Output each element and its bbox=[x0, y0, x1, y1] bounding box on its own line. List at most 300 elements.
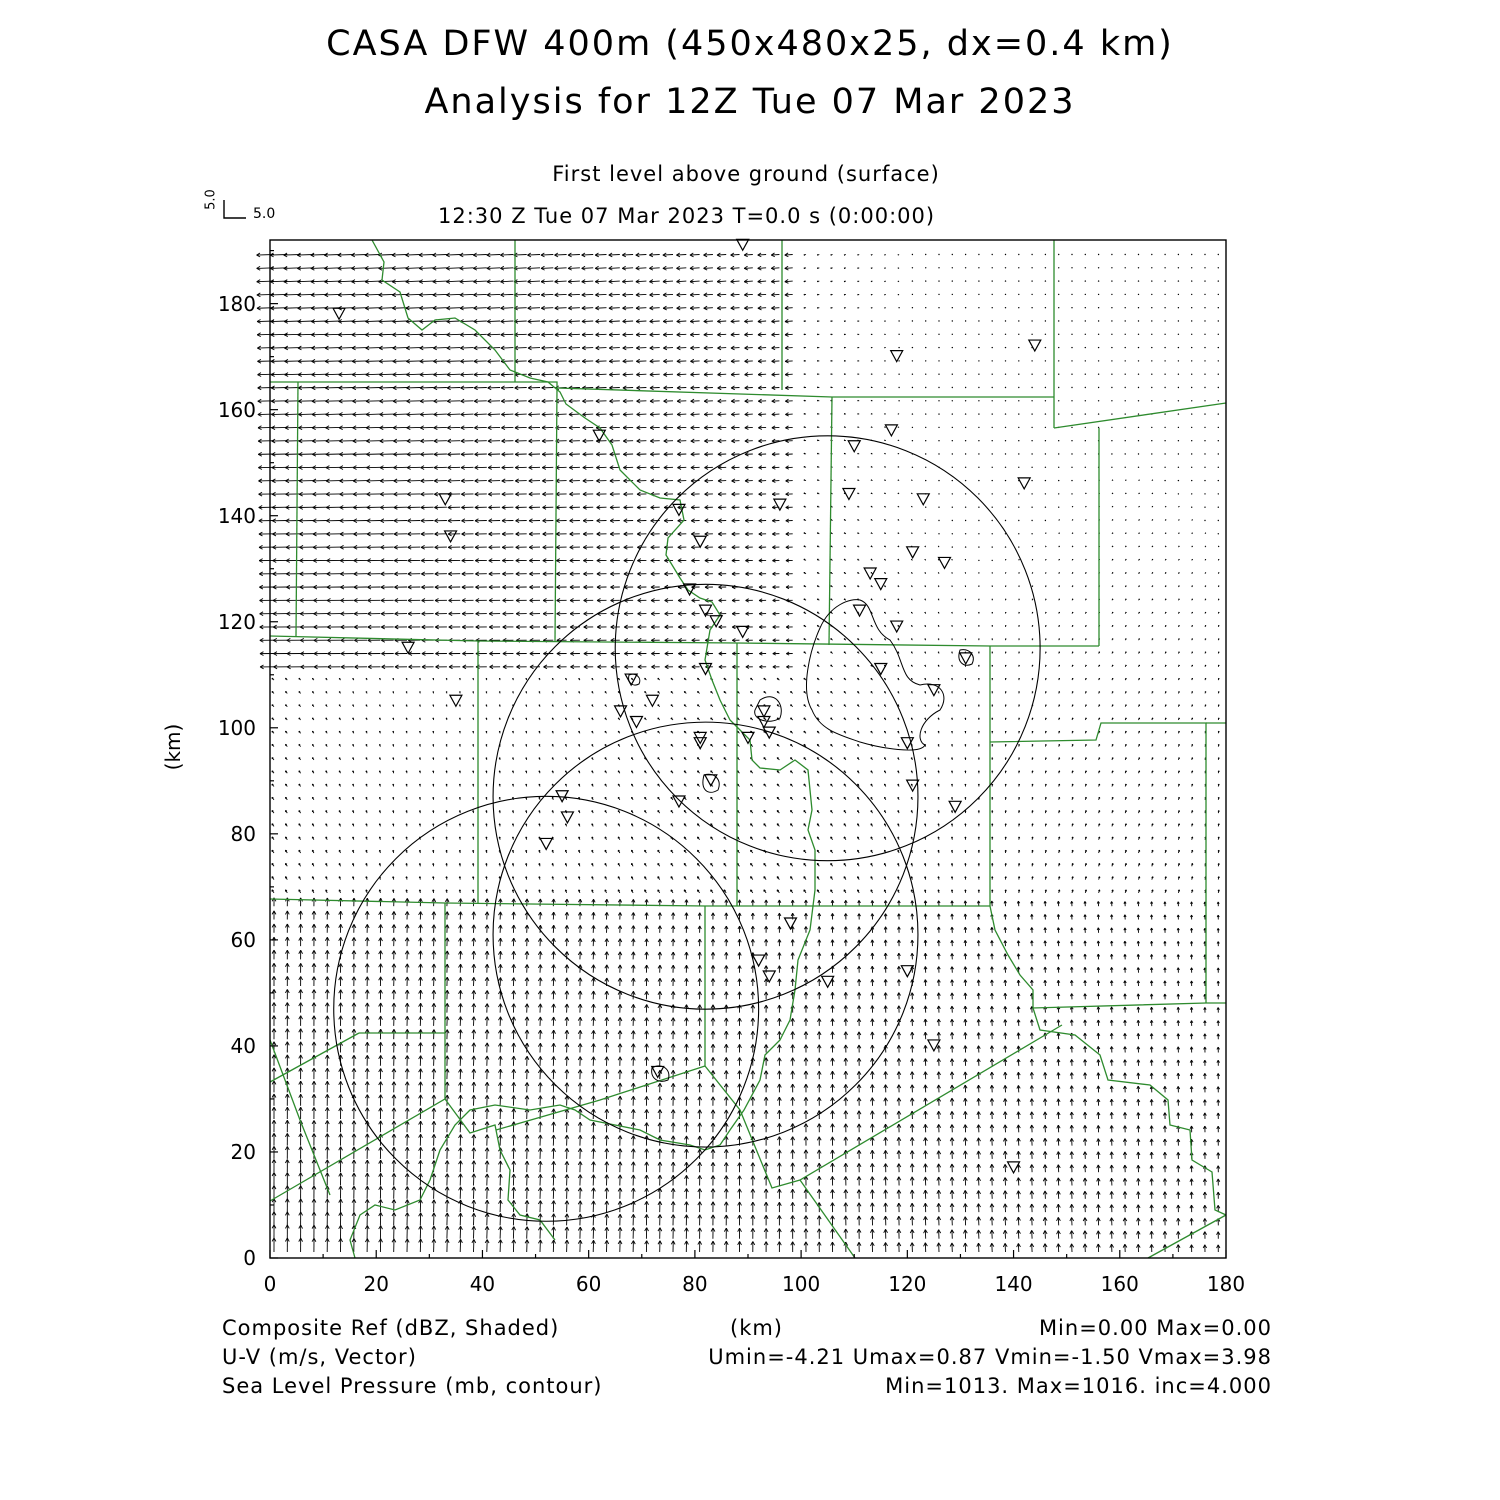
wind-vector bbox=[1137, 941, 1139, 946]
wind-vector bbox=[791, 678, 793, 680]
wind-vector bbox=[1032, 612, 1033, 613]
wind-vector bbox=[858, 360, 860, 361]
wind-vector bbox=[353, 850, 354, 853]
wind-vector bbox=[592, 731, 593, 733]
wind-vector bbox=[539, 744, 540, 746]
wind-vector bbox=[764, 1005, 768, 1013]
wind-vector bbox=[596, 452, 606, 456]
wind-vector bbox=[786, 506, 793, 509]
wind-vector bbox=[433, 731, 434, 733]
wind-vector bbox=[831, 374, 833, 375]
wind-vector bbox=[1205, 625, 1206, 627]
wind-vector bbox=[979, 572, 980, 573]
wind-vector bbox=[897, 1216, 901, 1225]
wind-vector bbox=[671, 824, 673, 827]
wind-vector bbox=[1017, 980, 1020, 986]
wind-vector bbox=[705, 519, 713, 523]
wind-vector bbox=[1138, 453, 1139, 454]
wind-vector bbox=[844, 927, 847, 933]
wind-vector bbox=[566, 705, 567, 707]
wind-vector bbox=[1150, 1205, 1153, 1212]
wind-vector bbox=[1057, 1152, 1061, 1159]
wind-vector bbox=[1112, 877, 1113, 880]
wind-vector bbox=[285, 1199, 289, 1212]
wind-vector bbox=[339, 399, 354, 403]
wind-vector bbox=[978, 400, 979, 401]
wind-vector bbox=[817, 691, 819, 693]
wind-vector bbox=[844, 572, 846, 573]
wind-vector bbox=[379, 1147, 383, 1159]
wind-vector bbox=[1165, 678, 1166, 680]
wind-vector bbox=[299, 678, 301, 680]
wind-vector bbox=[380, 678, 381, 680]
wind-vector bbox=[419, 758, 420, 760]
wind-vector bbox=[542, 373, 554, 377]
wind-vector bbox=[462, 652, 473, 656]
wind-vector bbox=[1111, 400, 1112, 401]
wind-vector bbox=[578, 1188, 582, 1199]
wind-vector bbox=[777, 863, 779, 866]
wind-vector bbox=[631, 1188, 635, 1199]
wind-vector bbox=[844, 1098, 848, 1106]
wind-vector bbox=[1152, 718, 1153, 720]
wind-vector bbox=[938, 824, 939, 827]
wind-vector bbox=[925, 586, 926, 587]
wind-vector bbox=[1018, 877, 1019, 880]
wind-vector bbox=[1178, 744, 1179, 746]
wind-vector bbox=[804, 559, 806, 560]
wind-vector bbox=[570, 559, 580, 563]
wind-vector bbox=[671, 965, 675, 973]
wind-vector bbox=[1097, 1231, 1101, 1239]
wind-vector bbox=[446, 890, 447, 893]
wind-vector bbox=[499, 758, 500, 760]
wind-vector bbox=[1124, 902, 1126, 907]
wind-vector bbox=[871, 731, 872, 733]
wind-vector bbox=[631, 771, 633, 773]
wind-vector bbox=[1218, 520, 1219, 521]
wind-vector bbox=[1004, 954, 1007, 960]
wind-vector bbox=[407, 426, 421, 430]
wind-vector bbox=[285, 771, 287, 773]
wind-vector bbox=[529, 439, 540, 443]
wind-vector bbox=[445, 951, 449, 959]
wind-vector bbox=[764, 1018, 768, 1026]
wind-vector bbox=[718, 532, 726, 536]
wind-vector bbox=[552, 810, 553, 813]
wind-vector bbox=[910, 1177, 914, 1186]
wind-vector bbox=[339, 1081, 343, 1092]
wind-vector bbox=[777, 1084, 781, 1092]
wind-vector bbox=[831, 1189, 835, 1198]
wind-vector bbox=[1004, 1006, 1007, 1012]
wind-vector bbox=[472, 1200, 476, 1212]
wind-vector bbox=[489, 585, 500, 589]
wind-vector bbox=[312, 1094, 316, 1105]
wind-vector bbox=[1164, 994, 1167, 999]
wind-vector bbox=[858, 691, 860, 693]
wind-vector bbox=[473, 850, 474, 853]
wind-vector bbox=[677, 386, 686, 390]
wind-vector bbox=[671, 1083, 675, 1092]
wind-vector bbox=[924, 1045, 927, 1052]
wind-vector bbox=[1112, 625, 1113, 627]
wind-vector bbox=[381, 612, 394, 616]
wind-vector bbox=[393, 850, 394, 853]
wind-vector bbox=[422, 652, 434, 656]
wind-vector bbox=[419, 1095, 423, 1106]
wind-vector bbox=[435, 599, 447, 603]
wind-vector bbox=[884, 612, 885, 613]
wind-vector bbox=[884, 586, 885, 587]
wind-vector bbox=[897, 1072, 901, 1080]
wind-vector bbox=[1203, 1192, 1206, 1199]
wind-vector bbox=[1070, 1073, 1073, 1080]
wind-vector bbox=[791, 784, 793, 786]
wind-vector bbox=[1097, 1218, 1101, 1226]
wind-vector bbox=[978, 652, 979, 654]
wind-vector bbox=[991, 940, 994, 946]
wind-vector bbox=[538, 951, 542, 959]
wind-vector bbox=[1072, 731, 1073, 733]
wind-vector bbox=[1017, 1178, 1021, 1186]
wind-vector bbox=[645, 890, 647, 893]
wind-vector bbox=[393, 744, 394, 746]
wind-vector bbox=[732, 572, 740, 576]
wind-vector bbox=[645, 939, 648, 946]
wind-vector bbox=[631, 1070, 635, 1079]
wind-vector bbox=[472, 1017, 476, 1026]
wind-vector bbox=[950, 1046, 953, 1053]
wind-vector bbox=[597, 625, 606, 629]
wind-vector bbox=[1072, 877, 1073, 880]
wind-vector bbox=[393, 837, 394, 840]
wind-vector bbox=[597, 545, 607, 549]
wind-vector bbox=[631, 1175, 635, 1186]
wind-vector bbox=[623, 359, 633, 363]
wind-vector bbox=[1032, 824, 1033, 827]
wind-vector bbox=[272, 1159, 276, 1172]
wind-vector bbox=[884, 797, 885, 800]
wind-vector bbox=[745, 399, 753, 403]
wind-vector bbox=[486, 797, 487, 800]
wind-vector bbox=[773, 652, 780, 655]
wind-vector bbox=[1071, 347, 1072, 348]
wind-vector bbox=[1018, 427, 1019, 428]
wind-vector bbox=[578, 1070, 582, 1079]
wind-vector bbox=[1030, 1046, 1033, 1053]
wind-vector bbox=[817, 652, 819, 654]
wind-vector bbox=[1032, 691, 1033, 693]
wind-vector bbox=[910, 1243, 914, 1252]
wind-vector bbox=[871, 652, 872, 654]
wind-vector bbox=[1110, 1046, 1113, 1052]
wind-vector bbox=[353, 810, 354, 813]
wind-vector bbox=[502, 492, 514, 496]
wind-vector bbox=[485, 1226, 489, 1238]
wind-vector bbox=[1137, 1165, 1140, 1172]
wind-vector bbox=[1218, 678, 1219, 680]
wind-vector bbox=[578, 1057, 582, 1066]
wind-vector bbox=[791, 1202, 795, 1212]
wind-vector bbox=[1151, 427, 1152, 428]
wind-vector bbox=[485, 1095, 489, 1105]
wind-vector bbox=[1005, 837, 1006, 840]
wind-vector bbox=[445, 925, 449, 933]
wind-vector bbox=[978, 493, 979, 494]
wind-vector bbox=[884, 837, 885, 840]
wind-vector bbox=[778, 953, 781, 960]
wind-vector bbox=[645, 863, 647, 866]
wind-vector bbox=[751, 810, 753, 813]
wind-vector bbox=[937, 1203, 941, 1212]
wind-vector bbox=[631, 1227, 635, 1238]
wind-vector bbox=[605, 824, 606, 827]
wind-vector bbox=[937, 1243, 941, 1252]
wind-vector bbox=[791, 1137, 795, 1146]
wind-vector bbox=[938, 850, 939, 853]
wind-vector bbox=[759, 519, 766, 523]
wind-vector bbox=[1178, 678, 1179, 680]
wind-vector bbox=[1139, 731, 1140, 733]
wind-vector bbox=[858, 520, 860, 521]
wind-vector bbox=[1057, 941, 1060, 946]
wind-vector bbox=[1217, 1153, 1220, 1159]
wind-vector bbox=[671, 758, 673, 760]
wind-vector bbox=[618, 1044, 622, 1053]
wind-vector bbox=[1085, 810, 1086, 813]
wind-vector bbox=[339, 898, 343, 906]
wind-vector bbox=[312, 1029, 316, 1039]
wind-vector bbox=[671, 978, 675, 986]
wind-vector bbox=[618, 744, 620, 746]
wind-vector bbox=[925, 771, 926, 773]
wind-vector bbox=[964, 1085, 968, 1092]
wind-vector bbox=[1110, 1205, 1114, 1213]
wind-vector bbox=[658, 1162, 662, 1172]
wind-vector bbox=[528, 373, 540, 377]
wind-vector bbox=[1045, 691, 1046, 693]
wind-vector bbox=[1150, 1113, 1153, 1119]
wind-vector bbox=[1150, 1231, 1154, 1238]
wind-vector bbox=[394, 532, 407, 536]
wind-vector bbox=[312, 890, 314, 893]
wind-vector bbox=[512, 991, 516, 1000]
wind-vector bbox=[1070, 1178, 1074, 1186]
wind-vector bbox=[731, 386, 739, 390]
wind-vector bbox=[671, 877, 673, 880]
wind-vector bbox=[433, 691, 434, 693]
wind-vector bbox=[964, 1046, 967, 1053]
wind-vector bbox=[791, 890, 793, 893]
wind-vector bbox=[1204, 1047, 1207, 1053]
wind-vector bbox=[325, 1238, 329, 1252]
wind-vector bbox=[658, 1044, 662, 1053]
wind-vector bbox=[1218, 507, 1219, 508]
wind-vector bbox=[285, 810, 287, 813]
wind-vector bbox=[937, 1124, 941, 1132]
wind-vector bbox=[1125, 678, 1126, 680]
wind-vector bbox=[804, 1018, 808, 1025]
wind-vector bbox=[938, 665, 939, 667]
wind-vector bbox=[433, 744, 434, 746]
wind-vector bbox=[791, 691, 793, 693]
wind-vector bbox=[579, 850, 580, 853]
wind-vector bbox=[405, 1082, 409, 1093]
wind-vector bbox=[499, 890, 500, 893]
wind-vector bbox=[498, 1174, 502, 1185]
wind-vector bbox=[751, 1123, 755, 1132]
wind-vector bbox=[312, 1042, 316, 1053]
wind-vector bbox=[804, 625, 806, 627]
wind-vector bbox=[1112, 533, 1113, 534]
wind-vector bbox=[745, 373, 753, 377]
wind-vector bbox=[1218, 850, 1219, 853]
wind-vector bbox=[1018, 374, 1019, 375]
wind-vector bbox=[817, 824, 819, 827]
wind-vector bbox=[1191, 493, 1192, 494]
wind-vector bbox=[353, 731, 354, 733]
wind-vector bbox=[858, 877, 860, 880]
wind-vector bbox=[1099, 771, 1100, 773]
wind-vector bbox=[515, 466, 526, 470]
wind-vector bbox=[272, 466, 287, 470]
wind-vector bbox=[1030, 1244, 1034, 1252]
wind-vector bbox=[592, 718, 593, 720]
wind-vector bbox=[1045, 413, 1046, 414]
wind-vector bbox=[1018, 347, 1019, 348]
wind-vector bbox=[1152, 758, 1153, 760]
wind-vector bbox=[777, 1045, 781, 1053]
wind-vector bbox=[272, 863, 274, 866]
wind-vector bbox=[486, 837, 487, 840]
wind-vector bbox=[1125, 797, 1126, 800]
wind-vector bbox=[512, 1240, 516, 1252]
wind-vector bbox=[421, 479, 434, 483]
wind-vector bbox=[352, 1186, 356, 1199]
wind-vector bbox=[705, 572, 713, 576]
wind-vector bbox=[758, 359, 766, 363]
wind-vector bbox=[472, 990, 476, 999]
wind-vector bbox=[1218, 665, 1219, 667]
wind-vector bbox=[857, 966, 860, 973]
wind-vector bbox=[1005, 824, 1006, 827]
wind-vector bbox=[1085, 691, 1086, 693]
wind-vector bbox=[583, 505, 593, 509]
wind-vector bbox=[379, 1173, 383, 1185]
wind-vector bbox=[804, 400, 806, 401]
wind-vector bbox=[352, 951, 356, 960]
wind-vector bbox=[1045, 400, 1046, 401]
wind-vector bbox=[475, 492, 487, 496]
wind-vector bbox=[871, 771, 872, 773]
wind-vector bbox=[312, 718, 313, 720]
wind-vector bbox=[367, 479, 381, 483]
wind-vector bbox=[692, 598, 700, 602]
wind-vector bbox=[678, 612, 686, 616]
wind-vector bbox=[1137, 1205, 1141, 1212]
wind-vector bbox=[844, 360, 846, 361]
wind-vector bbox=[512, 1148, 516, 1159]
wind-vector bbox=[698, 1083, 702, 1092]
wind-vector bbox=[1164, 981, 1166, 986]
wind-vector bbox=[924, 953, 927, 959]
wind-vector bbox=[645, 837, 647, 840]
wind-vector bbox=[365, 1226, 369, 1239]
wind-vector bbox=[938, 480, 939, 481]
wind-vector bbox=[340, 559, 354, 563]
wind-vector bbox=[552, 1135, 556, 1146]
wind-vector bbox=[461, 386, 474, 390]
wind-vector bbox=[405, 1069, 409, 1079]
wind-vector bbox=[817, 506, 819, 507]
wind-vector bbox=[631, 810, 633, 813]
wind-vector bbox=[579, 877, 580, 880]
wind-vector bbox=[325, 1107, 329, 1119]
wind-vector bbox=[285, 1225, 289, 1239]
wind-vector bbox=[977, 967, 980, 973]
wind-vector bbox=[1110, 994, 1113, 1000]
wind-vector bbox=[1205, 546, 1206, 547]
wind-vector bbox=[898, 467, 899, 468]
wind-vector bbox=[393, 890, 394, 893]
wind-vector bbox=[1059, 546, 1060, 547]
wind-vector bbox=[555, 359, 566, 363]
wind-vector bbox=[405, 925, 409, 933]
wind-vector bbox=[898, 744, 899, 746]
wind-vector bbox=[461, 426, 474, 430]
wind-vector bbox=[911, 520, 912, 521]
wind-vector bbox=[543, 545, 554, 549]
wind-vector bbox=[1178, 413, 1179, 414]
wind-vector bbox=[745, 479, 753, 483]
wind-vector bbox=[405, 951, 409, 960]
wind-vector bbox=[1204, 493, 1205, 494]
wind-vector bbox=[285, 452, 300, 456]
wind-vector bbox=[1191, 902, 1193, 906]
wind-vector bbox=[1097, 1165, 1100, 1172]
wind-vector bbox=[751, 1097, 755, 1106]
wind-vector bbox=[724, 744, 726, 746]
wind-vector bbox=[1164, 360, 1165, 361]
wind-vector bbox=[259, 506, 274, 510]
wind-vector bbox=[719, 665, 726, 669]
wind-vector bbox=[978, 533, 979, 534]
wind-vector bbox=[325, 399, 340, 403]
wind-vector bbox=[910, 1216, 914, 1225]
wind-vector bbox=[273, 585, 287, 589]
wind-vector bbox=[419, 1056, 423, 1066]
wind-vector bbox=[711, 1228, 715, 1239]
wind-vector bbox=[1018, 520, 1019, 521]
wind-vector bbox=[1017, 1217, 1021, 1225]
wind-vector bbox=[1085, 824, 1086, 827]
wind-vector bbox=[804, 913, 807, 919]
wind-vector bbox=[951, 993, 954, 999]
wind-vector bbox=[924, 1230, 928, 1239]
wind-vector bbox=[420, 373, 434, 377]
wind-vector bbox=[525, 1122, 529, 1133]
wind-vector bbox=[339, 691, 340, 693]
wind-vector bbox=[592, 991, 596, 999]
wind-vector bbox=[785, 413, 792, 417]
wind-vector bbox=[1138, 387, 1139, 388]
wind-vector bbox=[685, 1188, 689, 1198]
wind-vector bbox=[596, 479, 606, 483]
wind-vector bbox=[992, 572, 993, 573]
wind-vector bbox=[512, 977, 516, 986]
wind-vector bbox=[445, 1161, 449, 1173]
